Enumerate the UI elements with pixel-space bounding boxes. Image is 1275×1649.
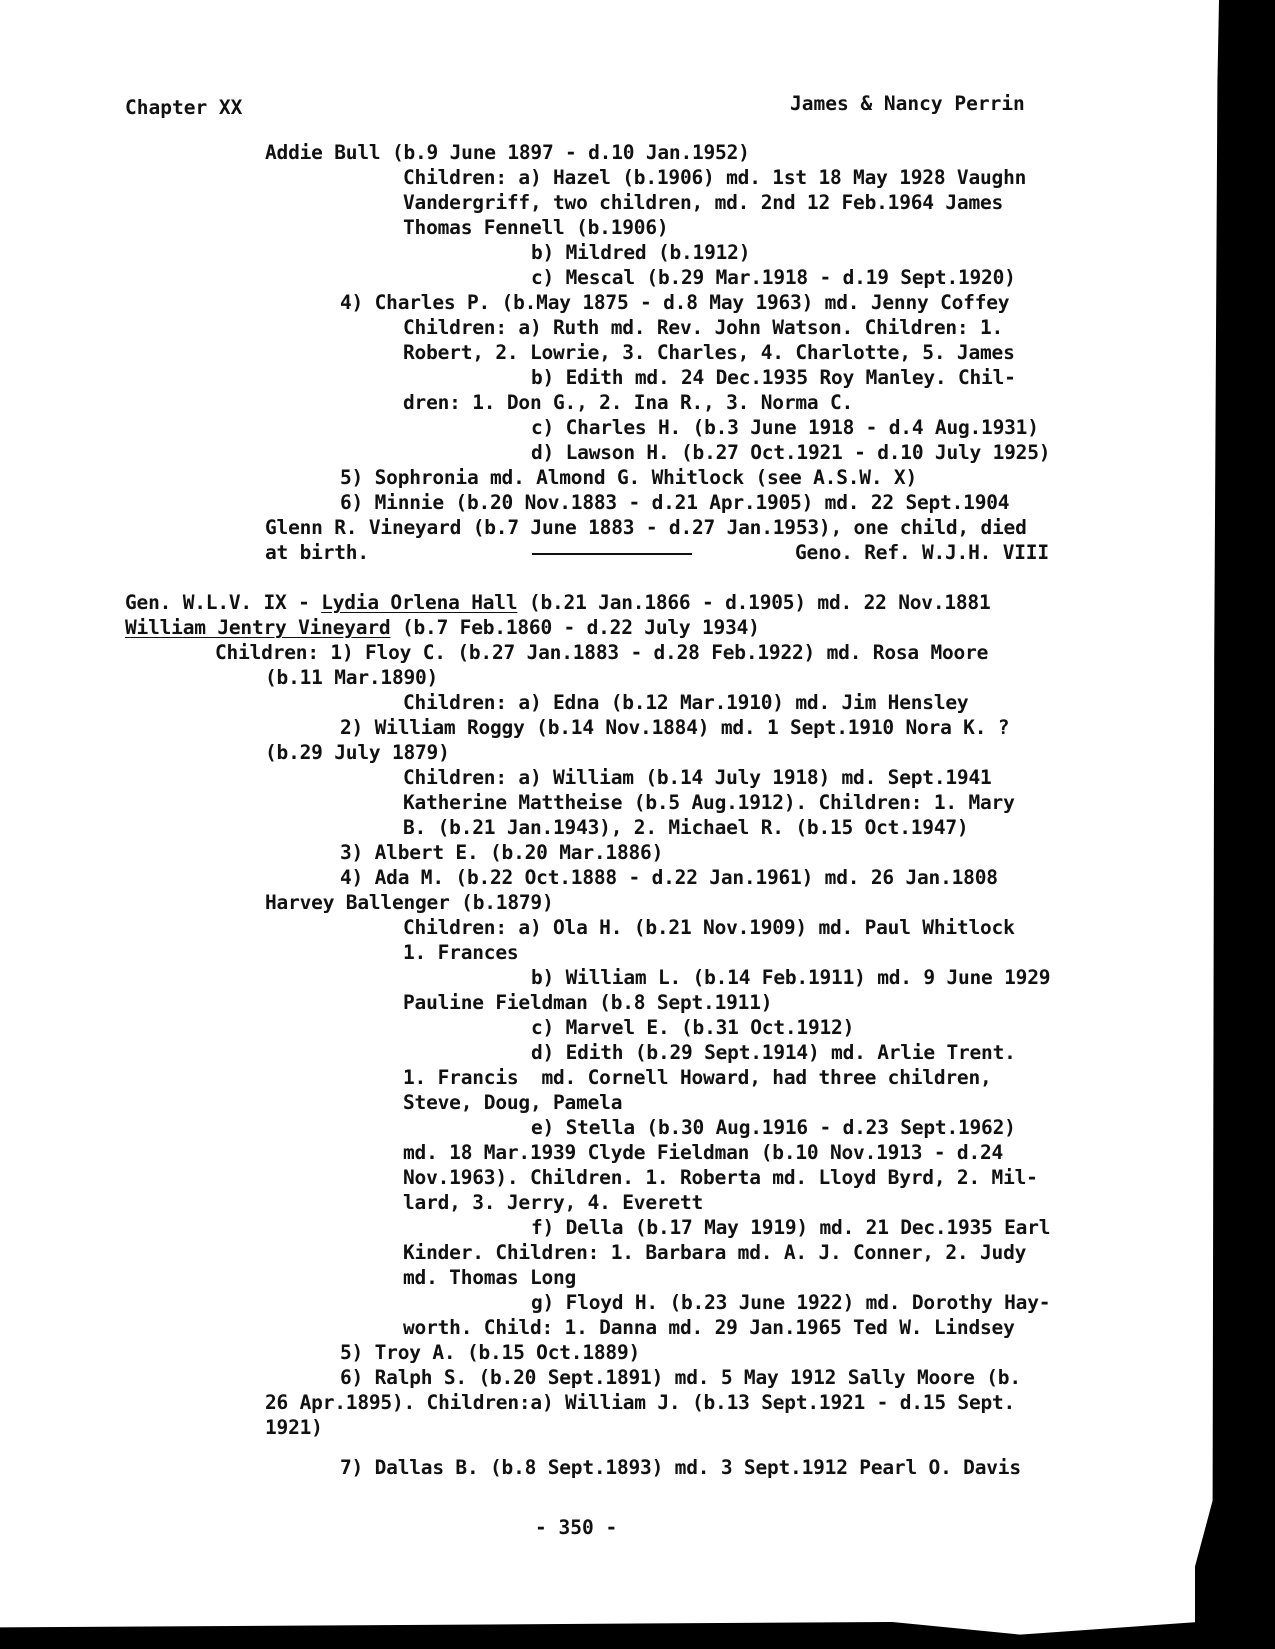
text-line: B. (b.21 Jan.1943), 2. Michael R. (b.15 Oct.1947) [403, 816, 969, 839]
text-line: d) Edith (b.29 Sept.1914) md. Arlie Trent. [531, 1041, 1016, 1064]
head-dates: (b.7 Feb.1860 - d.22 July 1934) [390, 616, 760, 639]
text-line: c) Marvel E. (b.31 Oct.1912) [531, 1016, 855, 1039]
text-line: Children: a) Ola H. (b.21 Nov.1909) md. Paul Whitlock [403, 916, 1015, 939]
text-line: 1921) [265, 1416, 323, 1439]
text-line: 7) Dallas B. (b.8 Sept.1893) md. 3 Sept.1912 Pearl O. Davis [340, 1456, 1021, 1479]
text-line: Nov.1963). Children. 1. Roberta md. Lloyd Byrd, 2. Mil- [403, 1166, 1038, 1189]
text-line: 26 Apr.1895). Children:a) William J. (b.13 Sept.1921 - d.15 Sept. [265, 1391, 1016, 1414]
text-line: Vandergriff, two children, md. 2nd 12 Feb.1964 James [403, 191, 1004, 214]
text-line: md. Thomas Long [403, 1266, 577, 1289]
text-line: Katherine Mattheise (b.5 Aug.1912). Children: 1. Mary [403, 791, 1015, 814]
spouse-dates: (b.21 Jan.1866 - d.1905) md. 22 Nov.1881 [517, 591, 991, 614]
separator-rule [532, 553, 692, 555]
text-line: Harvey Ballenger (b.1879) [265, 891, 554, 914]
text-line: 3) Albert E. (b.20 Mar.1886) [340, 841, 664, 864]
text-line: Children: a) Hazel (b.1906) md. 1st 18 May 1928 Vaughn [403, 166, 1027, 189]
text-line: 4) Ada M. (b.22 Oct.1888 - d.22 Jan.1961) md. 26 Jan.1808 [340, 866, 998, 889]
text-line: 1. Frances [403, 941, 519, 964]
spouse-name: Lydia Orlena Hall [321, 591, 518, 614]
text-line: worth. Child: 1. Danna md. 29 Jan.1965 Ted W. Lindsey [403, 1316, 1015, 1339]
text-line: Thomas Fennell (b.1906) [403, 216, 669, 239]
text-line: 1. Francis md. Cornell Howard, had three children, [403, 1066, 992, 1089]
text-line: 5) Sophronia md. Almond G. Whitlock (see A.S.W. X) [340, 466, 917, 489]
chapter-heading: Chapter XX [125, 96, 243, 119]
text-line: md. 18 Mar.1939 Clyde Fieldman (b.10 Nov.1913 - d.24 [403, 1141, 1004, 1164]
text-line: e) Stella (b.30 Aug.1916 - d.23 Sept.1962) [531, 1116, 1016, 1139]
text-line: Steve, Doug, Pamela [403, 1091, 623, 1114]
text-line: at birth. [265, 541, 369, 564]
text-line: 4) Charles P. (b.May 1875 - d.8 May 1963) md. Jenny Coffey [340, 291, 1010, 314]
text-line: Children: 1) Floy C. (b.27 Jan.1883 - d.28 Feb.1922) md. Rosa Moore [215, 641, 989, 664]
text-line: 6) Minnie (b.20 Nov.1883 - d.21 Apr.1905) md. 22 Sept.1904 [340, 491, 1010, 514]
text-line: Children: a) Edna (b.12 Mar.1910) md. Jim Hensley [403, 691, 969, 714]
generation-label: Gen. W.L.V. IX - [125, 591, 322, 614]
text-line: (b.29 July 1879) [265, 741, 450, 764]
text-line: b) Edith md. 24 Dec.1935 Roy Manley. Chil- [531, 366, 1016, 389]
page-number: - 350 - [535, 1516, 618, 1539]
scan-edge-right [1195, 0, 1275, 1649]
text-line: g) Floyd H. (b.23 June 1922) md. Dorothy Hay- [531, 1291, 1051, 1314]
text-line: (b.11 Mar.1890) [265, 666, 439, 689]
family-heading: James & Nancy Perrin [790, 92, 1025, 115]
text-line: dren: 1. Don G., 2. Ina R., 3. Norma C. [403, 391, 854, 414]
text-line: d) Lawson H. (b.27 Oct.1921 - d.10 July 1925) [531, 441, 1051, 464]
scan-edge-bottom [0, 1613, 1275, 1649]
text-line: b) William L. (b.14 Feb.1911) md. 9 June 1929 [531, 966, 1051, 989]
text-line: 6) Ralph S. (b.20 Sept.1891) md. 5 May 1912 Sally Moore (b. [340, 1366, 1021, 1389]
text-line: Glenn R. Vineyard (b.7 June 1883 - d.27 Jan.1953), one child, died [265, 516, 1027, 539]
text-line: c) Mescal (b.29 Mar.1918 - d.19 Sept.1920) [531, 266, 1016, 289]
text-line: lard, 3. Jerry, 4. Everett [403, 1191, 704, 1214]
text-line: b) Mildred (b.1912) [531, 241, 751, 264]
text-line: 2) William Roggy (b.14 Nov.1884) md. 1 Sept.1910 Nora K. ? [340, 716, 1010, 739]
text-line: Children: a) Ruth md. Rev. John Watson. Children: 1. [403, 316, 1004, 339]
text-line: Robert, 2. Lowrie, 3. Charles, 4. Charlotte, 5. James [403, 341, 1015, 364]
text-line: Kinder. Children: 1. Barbara md. A. J. Conner, 2. Judy [403, 1241, 1027, 1264]
text-line: Children: a) William (b.14 July 1918) md. Sept.1941 [403, 766, 992, 789]
reference-note: Geno. Ref. W.J.H. VIII [795, 541, 1049, 564]
head-name: William Jentry Vineyard [125, 616, 391, 639]
text-line: Addie Bull (b.9 June 1897 - d.10 Jan.1952) [265, 141, 750, 164]
text-line: 5) Troy A. (b.15 Oct.1889) [340, 1341, 641, 1364]
generation-heading [125, 590, 991, 616]
generation-heading [125, 615, 760, 641]
text-line: c) Charles H. (b.3 June 1918 - d.4 Aug.1931) [531, 416, 1039, 439]
text-line: Pauline Fieldman (b.8 Sept.1911) [403, 991, 773, 1014]
text-line: f) Della (b.17 May 1919) md. 21 Dec.1935 Earl [531, 1216, 1051, 1239]
